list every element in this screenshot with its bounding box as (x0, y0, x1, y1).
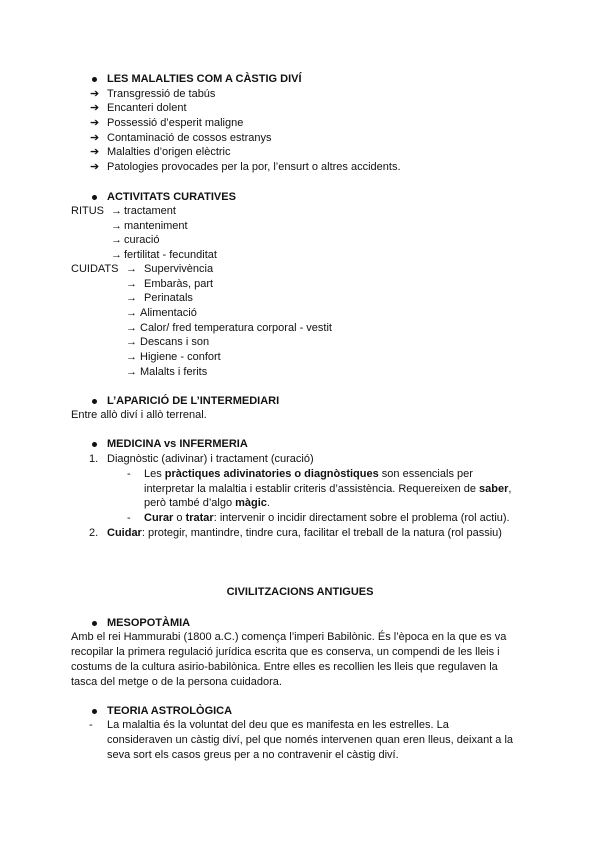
arrow-icon: → (126, 366, 137, 378)
list-item: Possessió d’esperit maligne (107, 117, 244, 129)
sub-item-line: Les pràctiques adivinatories o diagnòstiques son essencials per (144, 468, 473, 480)
list-item: Encanteri dolent (107, 102, 187, 114)
cuidats-item: Supervivència (144, 263, 214, 275)
cuidats-label: CUIDATS (71, 263, 119, 275)
list-item: Contaminació de cossos estranys (107, 132, 272, 144)
arrow-icon: ➔ (90, 146, 100, 158)
arrow-icon: → (111, 205, 122, 217)
dash-marker: - (127, 512, 131, 524)
ritus-item: fertilitat - fecunditat (124, 249, 217, 261)
paragraph-line: La malaltia és la voluntat del deu que es manifesta en les estrelles. La (107, 719, 449, 731)
list-item: Malalties d’origen elèctric (107, 146, 231, 158)
section-heading-mesopotamia: MESOPOTÀMIA (107, 617, 191, 629)
cuidats-item: Embaràs, part (144, 278, 214, 290)
list-number: 1. (89, 453, 99, 465)
dash-marker: - (127, 468, 131, 480)
dash-marker: - (89, 719, 93, 731)
cuidats-item: Higiene - confort (140, 351, 221, 363)
list-item: Diagnòstic (adivinar) i tractament (curació) (107, 453, 314, 465)
sub-item-line: però també d’algo màgic. (144, 497, 270, 509)
ritus-item: curació (124, 234, 160, 246)
arrow-icon: → (111, 249, 122, 261)
arrow-icon: → (126, 336, 137, 348)
arrow-icon: ➔ (90, 132, 100, 144)
cuidats-item: Malalts i ferits (140, 366, 208, 378)
paragraph-line: costums de la cultura asirio-babilònica. Entre elles es recollien les lleis que regulaven la (71, 661, 498, 673)
list-item: Cuidar: protegir, mantindre, tindre cura, facilitar el treball de la natura (rol passiu) (107, 527, 502, 539)
arrow-icon: ➔ (90, 117, 100, 129)
section-heading-medicina: MEDICINA vs INFERMERIA (107, 438, 248, 450)
paragraph-line: tasca del metge o de la persona cuidadora. (71, 676, 282, 688)
section-heading-teoria: TEORIA ASTROLÒGICA (107, 705, 233, 717)
bullet-icon (92, 77, 97, 82)
list-item: Patologies provocades per la por, l’ensurt o altres accidents. (107, 161, 401, 173)
bullet-icon (92, 399, 97, 404)
arrow-icon: → (126, 292, 137, 304)
ritus-item: manteniment (124, 220, 188, 232)
bullet-icon (92, 195, 97, 200)
sub-item-line: interpretar la malaltia i establir criteris d’assistència. Requereixen de saber, (144, 483, 512, 495)
section-heading-intermediari: L’APARICIÓ DE L’INTERMEDIARI (107, 395, 280, 407)
page-title: CIVILITZACIONS ANTIGUES (226, 586, 374, 598)
cuidats-item: Calor/ fred temperatura corporal - vestit (140, 322, 332, 334)
bullet-icon (92, 621, 97, 626)
arrow-icon: ➔ (90, 88, 100, 100)
arrow-icon: → (126, 351, 137, 363)
arrow-icon: → (126, 263, 137, 275)
sub-item-line: Curar o tratar: intervenir o incidir directament sobre el problema (rol actiu). (144, 512, 510, 524)
arrow-icon: → (126, 278, 137, 290)
arrow-icon: → (126, 322, 137, 334)
section-heading-malalties: LES MALALTIES COM A CÀSTIG DIVÍ (107, 73, 302, 85)
cuidats-item: Alimentació (140, 307, 197, 319)
ritus-item: tractament (124, 205, 176, 217)
arrow-icon: ➔ (90, 161, 100, 173)
paragraph-line: consideraven un càstig diví, pel que només intervenen quan eren lleus, deixant a la (107, 734, 514, 746)
bullet-icon (92, 442, 97, 447)
bullet-icon (92, 709, 97, 714)
cuidats-item: Descans i son (140, 336, 210, 348)
arrow-icon: ➔ (90, 102, 100, 114)
arrow-icon: → (111, 220, 122, 232)
paragraph-line: seva sort els casos greus per a no contravenir el càstig diví. (107, 749, 399, 761)
cuidats-item: Perinatals (144, 292, 193, 304)
list-number: 2. (89, 527, 99, 539)
ritus-label: RITUS (71, 205, 104, 217)
paragraph-line: recopilar la primera regulació jurídica escrita que es conserva, un compendi de les lleis i (71, 646, 500, 658)
paragraph: Entre allò diví i allò terrenal. (71, 409, 207, 421)
paragraph-line: Amb el rei Hammurabi (1800 a.C.) comença l’imperi Babilònic. És l’època en la que es va (71, 631, 507, 643)
arrow-icon: → (126, 307, 137, 319)
section-heading-activitats: ACTIVITATS CURATIVES (107, 191, 236, 203)
list-item: Transgressió de tabús (107, 88, 216, 100)
arrow-icon: → (111, 234, 122, 246)
